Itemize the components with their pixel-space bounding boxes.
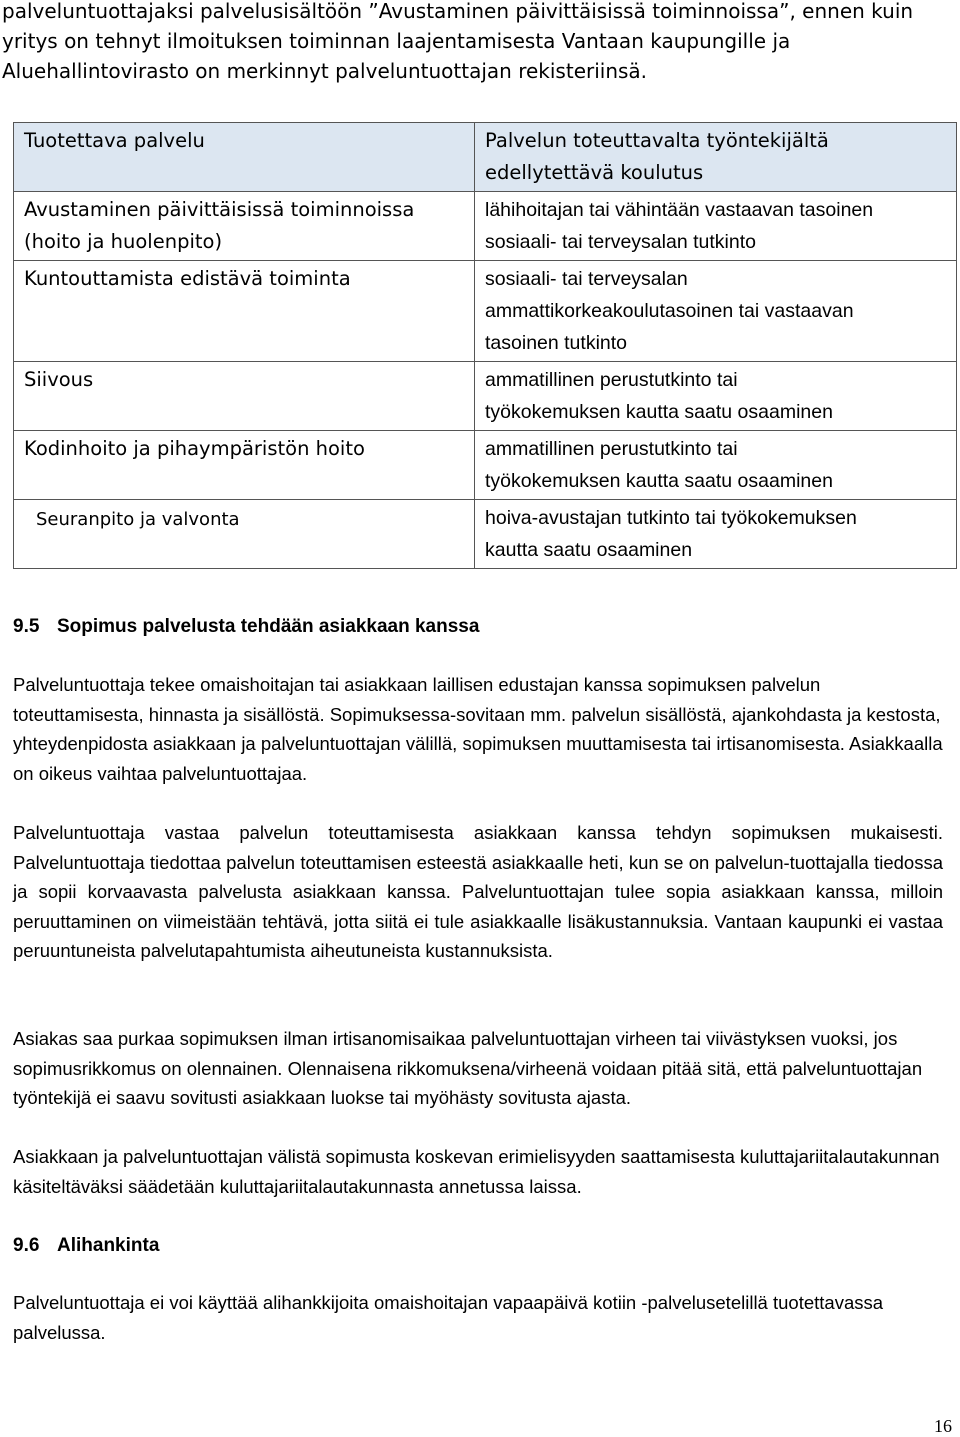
- page-number: 16: [934, 1416, 952, 1436]
- cell-text: (hoito ja huolenpito): [24, 230, 223, 253]
- education-cell: [475, 192, 957, 261]
- cell-text: Avustaminen päivittäisissä toiminnoissa: [24, 198, 415, 221]
- header-cell-service: [14, 123, 475, 192]
- service-cell: [14, 431, 475, 500]
- paragraph: Palveluntuottaja tekee omaishoitajan tai asiakkaan laillisen edustajan kanssa sopimuksen palvelun toteuttamisesta, hinnasta ja sisällöstä. Sopimuksessa-sovitaan mm. palvelun sisällöstä, ajankohdasta ja kestosta, yhteydenpidosta asiakkaan ja palveluntuottajan välillä, sopimuksen muuttamisesta tai irtisanomisesta. Asiakkaalla on oikeus vaihtaa palveluntuottajaa.: [13, 674, 943, 784]
- cell-text: sosiaali- tai terveysalan: [485, 268, 688, 290]
- paragraph: Asiakas saa purkaa sopimuksen ilman irtisanomisaikaa palveluntuottajan virheen tai viivästyksen vuoksi, jos sopimusrikkomus on olennainen. Olennaisena rikkomuksena/virheenä voidaan pitää sitä, että palveluntuottajan työntekijä ei saavu sovitusti asiakkaan luokse tai myöhästy sovitusta ajasta.: [13, 1028, 923, 1108]
- cell-text: ammatillinen perustutkinto tai: [485, 369, 738, 391]
- cell-text: Seuranpito ja valvonta: [36, 509, 240, 530]
- header-label: Palvelun toteuttavalta työntekijältä: [485, 129, 829, 152]
- cell-text: kautta saatu osaaminen: [485, 539, 693, 561]
- service-education-table: [13, 122, 957, 569]
- section-heading-9-5: [13, 616, 479, 638]
- paragraph: Palveluntuottaja vastaa palvelun toteuttamisesta asiakkaan kanssa tehdyn sopimuksen mukaisesti. Palveluntuottaja tiedottaa palvelun toteuttamisen esteestä asiakkaalle heti, kun se on palvelun-tuottajalla tiedossa ja sopii korvaavasta palvelusta asiakkaan kanssa. Palveluntuottajan tulee sopia asiakkaan kanssa, milloin peruuttaminen on viimeistään tehtävä, jotta siitä ei tule asiakkaalle lisäkustannuksia. Vantaan kaupunki ei vastaa peruuntuneista palvelutapahtumista aiheutuneista kustannuksista.: [13, 822, 943, 961]
- section-number: 9.6: [13, 1235, 40, 1256]
- education-cell: [475, 362, 957, 431]
- cell-text: työkokemuksen kautta saatu osaaminen: [485, 401, 833, 423]
- intro-line: palveluntuottajaksi palvelusisältöön ”Avustaminen päivittäisissä toiminnoissa”, ennen kuin: [2, 0, 914, 23]
- intro-line: yritys on tehnyt ilmoituksen toiminnan laajentamisesta Vantaan kaupungille ja: [2, 29, 791, 53]
- cell-text: työkokemuksen kautta saatu osaaminen: [485, 470, 833, 492]
- service-cell: [14, 192, 475, 261]
- cell-text: sosiaali- tai terveysalan tutkinto: [485, 231, 756, 253]
- cell-text: Kodinhoito ja pihaympäristön hoito: [24, 437, 365, 460]
- section-heading-9-6: [13, 1235, 159, 1257]
- cell-text: lähihoitajan tai vähintään vastaavan tasoinen: [485, 199, 874, 221]
- education-cell: [475, 500, 957, 569]
- table-row: [14, 362, 957, 431]
- education-cell: [475, 261, 957, 362]
- header-cell-education: [475, 123, 957, 192]
- table-row: [14, 500, 957, 569]
- table-header-row: [14, 123, 957, 192]
- table-row: [14, 261, 957, 362]
- section-title: Sopimus palvelusta tehdään asiakkaan kanssa: [57, 616, 480, 637]
- header-label: Tuotettava palvelu: [24, 129, 205, 152]
- cell-text: tasoinen tutkinto: [485, 332, 628, 354]
- section-title: Alihankinta: [57, 1235, 160, 1256]
- service-cell: [14, 362, 475, 431]
- section-number: 9.5: [13, 616, 40, 637]
- service-cell: [14, 500, 475, 569]
- cell-text: Kuntouttamista edistävä toiminta: [24, 267, 351, 290]
- intro-paragraph: [2, 0, 952, 86]
- cell-text: ammatillinen perustutkinto tai: [485, 438, 738, 460]
- header-label: edellytettävä koulutus: [485, 161, 704, 184]
- paragraph: Palveluntuottaja ei voi käyttää alihankkijoita omaishoitajan vapaapäivä kotiin -palvelusetelillä tuotettavassa palvelussa.: [13, 1292, 884, 1343]
- education-cell: [475, 431, 957, 500]
- cell-text: Siivous: [24, 368, 94, 391]
- table-row: [14, 431, 957, 500]
- table-row: [14, 192, 957, 261]
- paragraph: Asiakkaan ja palveluntuottajan välistä sopimusta koskevan erimielisyyden saattamisesta kuluttajariitalautakunnan käsiteltäväksi säädetään kuluttajariitalautakunnasta annetussa laissa.: [13, 1146, 940, 1197]
- service-cell: [14, 261, 475, 362]
- intro-line: Aluehallintovirasto on merkinnyt palveluntuottajan rekisteriinsä.: [2, 59, 648, 83]
- cell-text: ammattikorkeakoulutasoinen tai vastaavan: [485, 300, 854, 322]
- cell-text: hoiva-avustajan tutkinto tai työkokemuksen: [485, 507, 857, 529]
